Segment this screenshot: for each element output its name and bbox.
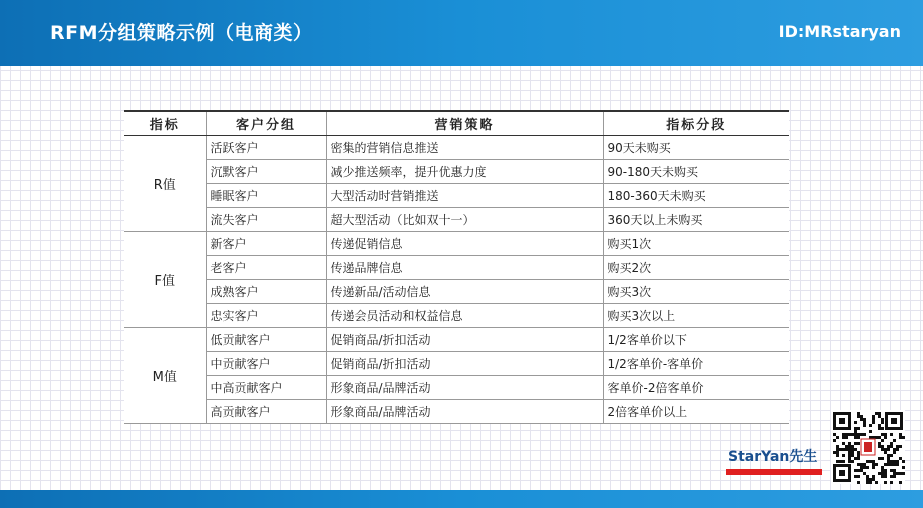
dimension-r: R值 [124,136,206,232]
strategy-cell: 形象商品/品牌活动 [326,400,603,424]
segment-cell: 1/2客单价-客单价 [603,352,789,376]
footer-bar [0,490,923,508]
customer-group-cell: 低贡献客户 [206,328,326,352]
strategy-cell: 大型活动时营销推送 [326,184,603,208]
segment-cell: 客单价-2倍客单价 [603,376,789,400]
strategy-cell: 传递品牌信息 [326,256,603,280]
page-title: RFM分组策略示例（电商类） [50,22,313,44]
customer-group-cell: 中贡献客户 [206,352,326,376]
table-row [124,136,789,160]
table-row [124,376,789,400]
customer-group-cell: 流失客户 [206,208,326,232]
header-customer-group: 客户分组 [206,111,326,136]
segment-cell: 购买2次 [603,256,789,280]
segment-cell: 90-180天未购买 [603,160,789,184]
segment-cell: 购买3次以上 [603,304,789,328]
strategy-cell: 形象商品/品牌活动 [326,376,603,400]
customer-group-cell: 新客户 [206,232,326,256]
customer-group-cell: 高贡献客户 [206,400,326,424]
strategy-cell: 传递会员活动和权益信息 [326,304,603,328]
table-row [124,304,789,328]
qr-code-icon [831,410,905,484]
brand-name: StarYan先生 [728,449,818,465]
table-row [124,256,789,280]
header-banner [0,0,923,66]
strategy-cell: 传递新品/活动信息 [326,280,603,304]
table-row [124,208,789,232]
customer-group-cell: 活跃客户 [206,136,326,160]
segment-cell: 购买3次 [603,280,789,304]
table-row [124,184,789,208]
table-row [124,352,789,376]
segment-cell: 360天以上未购买 [603,208,789,232]
customer-group-cell: 老客户 [206,256,326,280]
segment-cell: 180-360天未购买 [603,184,789,208]
segment-cell: 1/2客单价以下 [603,328,789,352]
customer-group-cell: 忠实客户 [206,304,326,328]
strategy-cell: 密集的营销信息推送 [326,136,603,160]
segment-cell: 90天未购买 [603,136,789,160]
strategy-cell: 减少推送频率，提升优惠力度 [326,160,603,184]
customer-group-cell: 成熟客户 [206,280,326,304]
table-row [124,160,789,184]
strategy-cell: 促销商品/折扣活动 [326,352,603,376]
strategy-cell: 超大型活动（比如双十一） [326,208,603,232]
dimension-m: M值 [124,328,206,424]
dimension-f: F值 [124,232,206,328]
strategy-cell: 传递促销信息 [326,232,603,256]
table-row [124,280,789,304]
table-row [124,328,789,352]
qr-code-graphic [831,410,905,484]
table-row [124,232,789,256]
header-segment: 指标分段 [603,111,789,136]
table-row [124,400,789,424]
header-strategy: 营销策略 [326,111,603,136]
author-id: ID:MRstaryan [778,22,901,41]
customer-group-cell: 睡眠客户 [206,184,326,208]
strategy-cell: 促销商品/折扣活动 [326,328,603,352]
brand-underline [726,469,822,475]
table-header-row [124,111,789,136]
rfm-strategy-table [124,110,789,424]
customer-group-cell: 沉默客户 [206,160,326,184]
header-dimension: 指标 [124,111,206,136]
customer-group-cell: 中高贡献客户 [206,376,326,400]
segment-cell: 2倍客单价以上 [603,400,789,424]
segment-cell: 购买1次 [603,232,789,256]
